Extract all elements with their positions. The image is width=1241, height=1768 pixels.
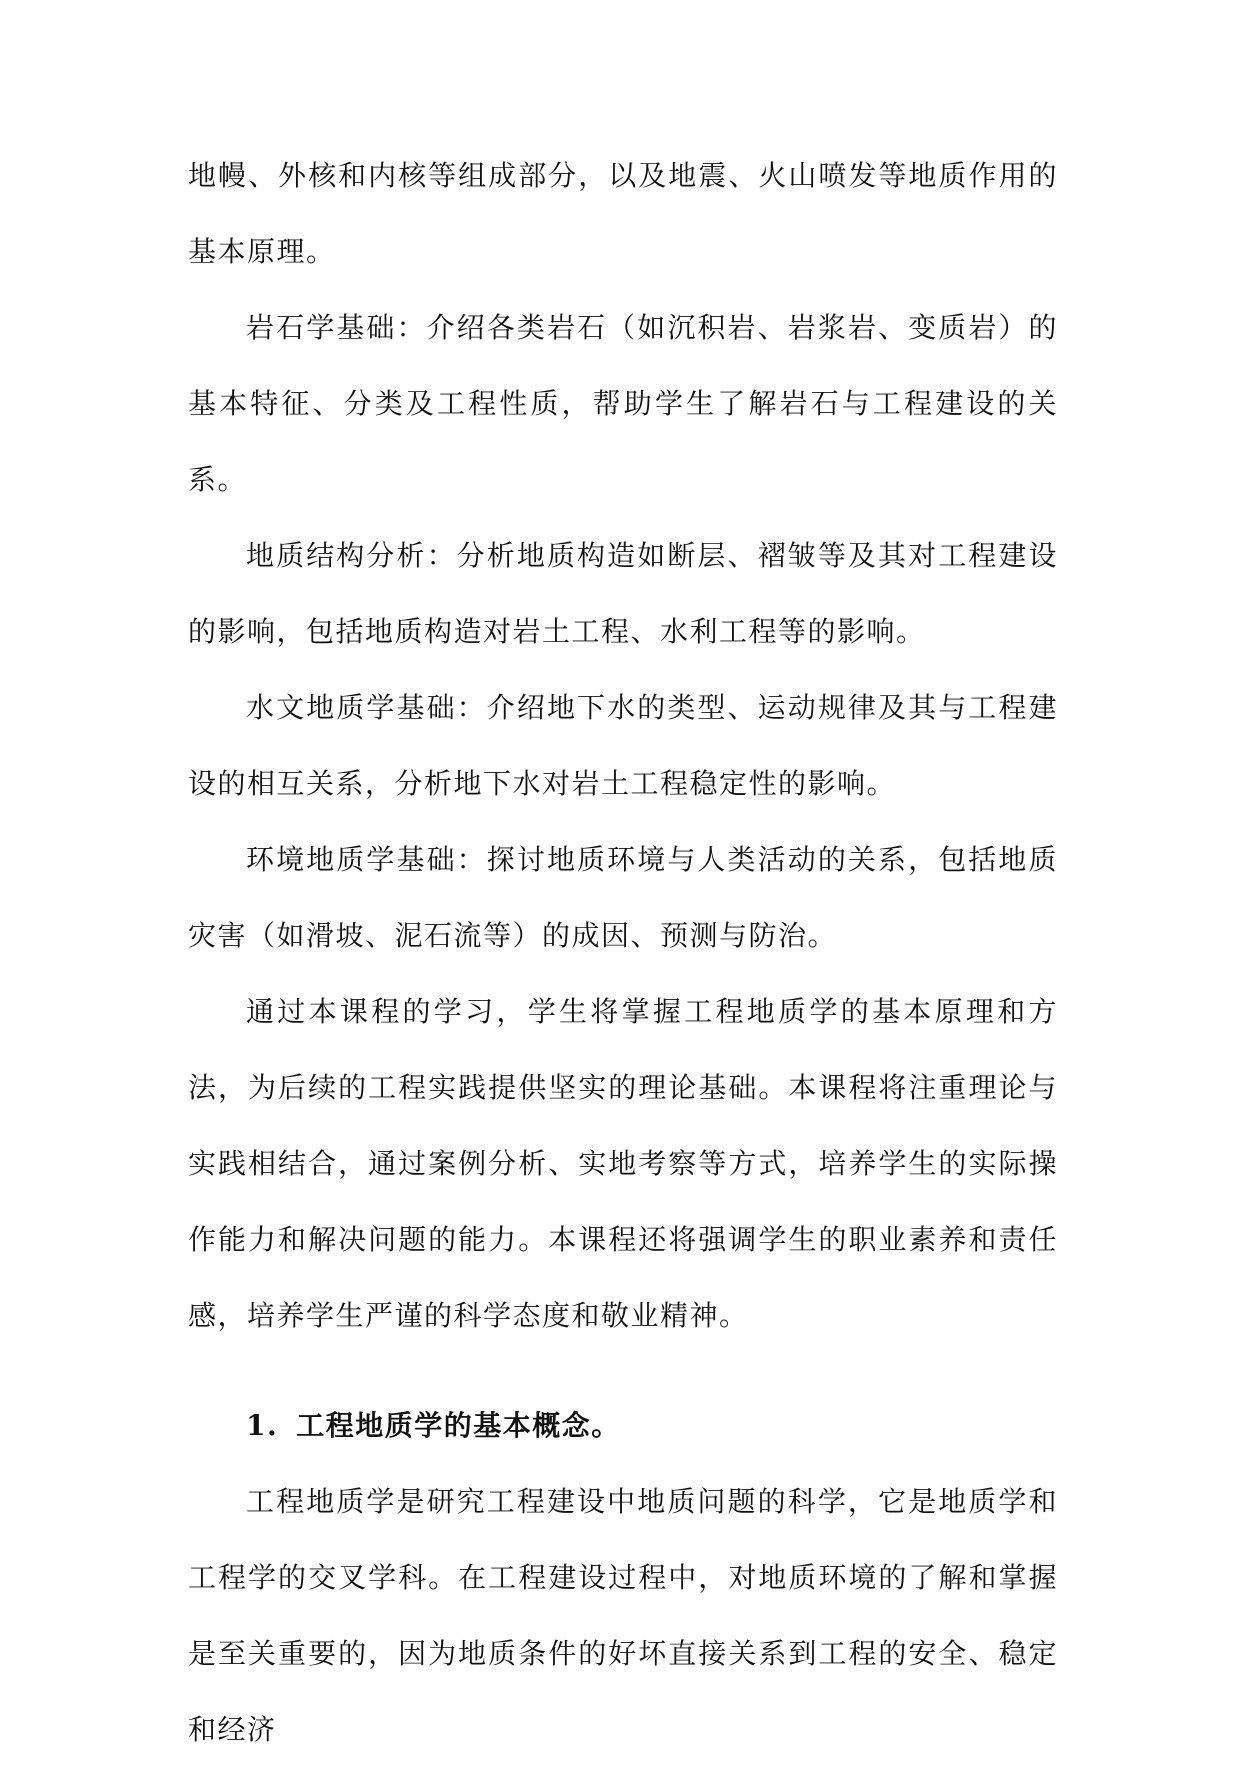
paragraph-definition: 工程地质学是研究工程建设中地质问题的科学，它是地质学和工程学的交叉学科。在工程建设过程中，对地质环境的了解和掌握是至关重要的，因为地质条件的好坏直接关系到工程的安全、稳定和经济 (188, 1485, 1058, 1746)
document-body (188, 138, 1058, 1768)
paragraph-geologic-structure: 地质结构分析：分析地质构造如断层、褶皱等及其对工程建设的影响，包括地质构造对岩土工程、水利工程等的影响。 (188, 539, 1058, 648)
section-heading (188, 1388, 1058, 1464)
paragraph-continuation: 地幔、外核和内核等组成部分，以及地震、火山喷发等地质作用的基本原理。 (188, 159, 1058, 268)
section-title: 工程地质学的基本概念。 (296, 1409, 621, 1442)
section-number: 1. (246, 1409, 279, 1442)
paragraph-course-summary: 通过本课程的学习，学生将掌握工程地质学的基本原理和方法，为后续的工程实践提供坚实的理论基础。本课程将注重理论与实践相结合，通过案例分析、实地考察等方式，培养学生的实际操作能力和解决问题的能力。本课程还将强调学生的职业素养和责任感，培养学生严谨的科学态度和敬业精神。 (188, 995, 1058, 1332)
paragraph-environmental-geology: 环境地质学基础：探讨地质环境与人类活动的关系，包括地质灾害（如滑坡、泥石流等）的成因、预测与防治。 (188, 843, 1058, 952)
paragraph-hydrogeology: 水文地质学基础：介绍地下水的类型、运动规律及其与工程建设的相互关系，分析地下水对岩土工程稳定性的影响。 (188, 691, 1058, 800)
paragraph-petrology: 岩石学基础：介绍各类岩石（如沉积岩、岩浆岩、变质岩）的基本特征、分类及工程性质，帮助学生了解岩石与工程建设的关系。 (188, 311, 1058, 496)
